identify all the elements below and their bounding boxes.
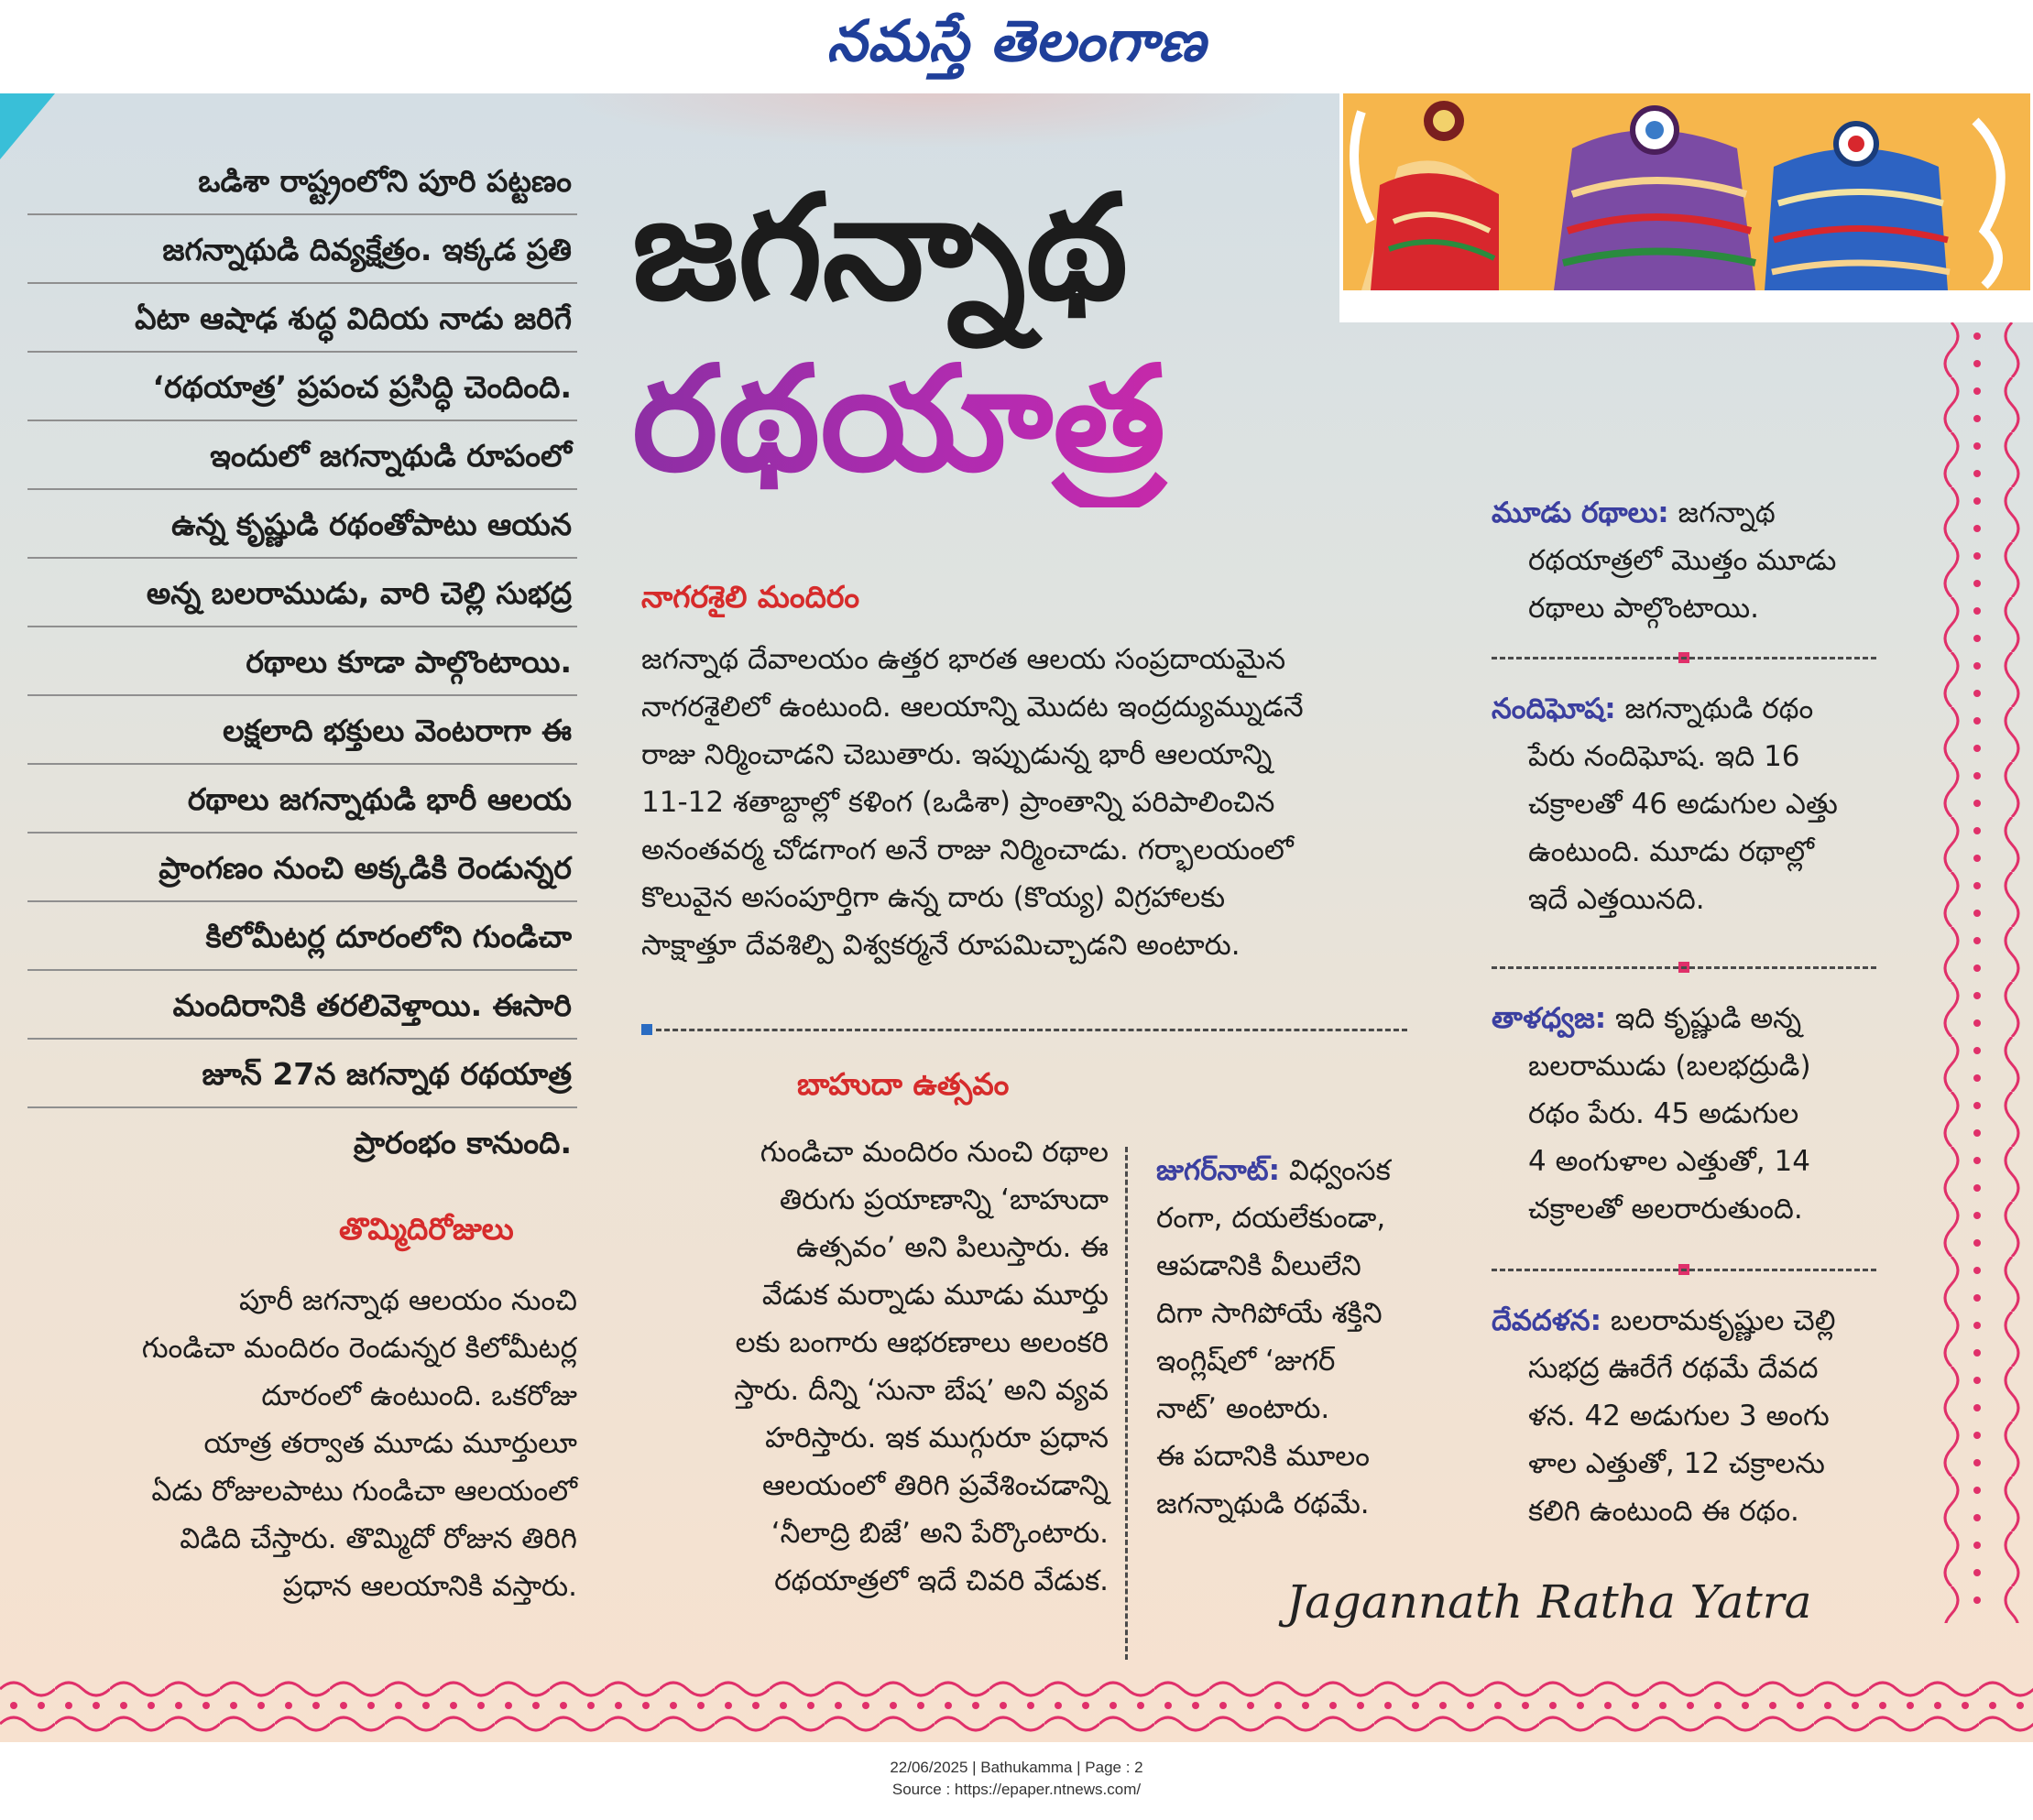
body-line: లకు బంగారు ఆభరణాలు అలంకరి (735, 1326, 1109, 1359)
section-heading-nine-days: తొమ్మిదిరోజులు (339, 1211, 514, 1247)
lead-line: జగన్నాథుడి దివ్యక్షేత్రం. ఇక్కడ ప్రతి (27, 215, 577, 284)
lead-line: ప్రాంగణం నుంచి అక్కడికి రెండున్నర (27, 834, 577, 902)
body-line: కొలువైన అసంపూర్తిగా ఉన్న దారు (కొయ్య) విగ్రహాలకు (641, 881, 1226, 914)
section-body-juggernaut (1156, 1147, 1468, 1528)
body-text: బలరామకృష్ణుల చెల్లి (1601, 1304, 1836, 1337)
deity-image (1343, 93, 2030, 290)
masthead (0, 0, 2033, 92)
body-line: బలరాముడు (బలభద్రుడి) (1528, 1050, 1811, 1083)
section-divider (1492, 1269, 1876, 1271)
bottom-ribbon-border (0, 1667, 2033, 1740)
body-line: విడిది చేస్తారు. తొమ్మిదో రోజున తిరిగి (180, 1522, 577, 1555)
headline-line-2: రథయాత్ర (632, 333, 1457, 507)
deity-illustration (1339, 93, 2033, 322)
signature-caption: Jagannath Ratha Yatra (1286, 1575, 1812, 1629)
body-line: ళన. 42 అడుగుల 3 అంగు (1528, 1400, 1830, 1433)
body-line: స్తారు. దీన్ని ‘సునా బేష’ అని వ్యవ (734, 1374, 1109, 1407)
body-line: రంగా, దయలేకుండా, (1156, 1202, 1386, 1235)
body-line: ఉంటుంది. మూడు రథాల్లో (1528, 835, 1814, 868)
section-heading-nagarashaili: నాగరశైలి మందిరం (641, 579, 860, 615)
body-line: ళాల ఎత్తుతో, 12 చక్రాలను (1528, 1447, 1825, 1480)
body-line: 4 అంగుళాల ఎత్తుతో, 14 (1528, 1145, 1810, 1178)
lead-line: రథాలు కూడా పాల్గొంటాయి. (27, 627, 577, 696)
lead-line: ప్రారంభం కానుంది. (353, 1125, 572, 1161)
section-divider (656, 1029, 1407, 1031)
body-line: అనంతవర్మ చోడగాంగ అనే రాజు నిర్మించాడు. గర్భాలయంలో (641, 834, 1294, 866)
body-line: యాత్ర తర్వాత మూడు మూర్తులూ (203, 1427, 577, 1460)
body-text: విధ్వంసక (1280, 1154, 1391, 1187)
chariot-entry-three-chariots (1492, 489, 1904, 632)
body-line: 11-12 శతాబ్దాల్లో కళింగ (ఒడిశా) ప్రాంతాన్ని పరిపాలించిన (641, 786, 1275, 819)
section-heading-bahuda: బాహుదా ఉత్సవం (797, 1066, 1010, 1102)
body-line: సుభద్ర ఊరేగే రథమే దేవద (1528, 1352, 1819, 1385)
body-line (1492, 685, 1904, 733)
body-line: జగన్నాథుడి రథమే. (1156, 1488, 1370, 1520)
body-line: నాగరశైలిలో ఉంటుంది. ఆలయాన్ని మొదట ఇంద్రద్యుమ్నుడనే (641, 691, 1304, 724)
lead-line: అన్న బలరాముడు, వారి చెల్లి సుభద్ర (27, 559, 577, 627)
divider-marker (641, 1024, 652, 1035)
temple-backdrop-fade (559, 93, 1310, 148)
body-line: గుండిచా మందిరం రెండున్నర కిలోమీటర్ల (141, 1332, 577, 1365)
footer-edition-line: 22/06/2025 | Bathukamma | Page : 2 (890, 1759, 1143, 1776)
keyword-devadalana: దేవదళన: (1492, 1304, 1601, 1337)
side-ribbon-border (1940, 322, 2023, 1623)
article-panel (0, 93, 2033, 1742)
body-line: ప్రధాన ఆలయానికి వస్తారు. (282, 1570, 577, 1603)
section-divider (1492, 966, 1876, 969)
body-line: ఈ పదానికి మూలం (1156, 1440, 1370, 1473)
body-line: ఇంగ్లిష్‌లో ‘జుగర్ (1156, 1345, 1336, 1378)
body-line: చక్రాలతో అలరారుతుంది. (1528, 1193, 1803, 1226)
body-line (1156, 1147, 1468, 1194)
lead-line: ‘రథయాత్ర’ ప్రపంచ ప్రసిద్ధి చెందింది. (27, 353, 577, 421)
lead-line: ఒడిశా రాష్ట్రంలోని పూరి పట్టణం (27, 147, 577, 215)
body-line (1492, 995, 1904, 1042)
body-line: పూరీ జగన్నాథ ఆలయం నుంచి (239, 1284, 577, 1317)
body-line: రథం పేరు. 45 అడుగుల (1528, 1097, 1799, 1130)
keyword-three-chariots: మూడు రథాలు: (1492, 496, 1669, 529)
page-footer (0, 1757, 2033, 1801)
body-line: దిగా సాగిపోయే శక్తిని (1156, 1297, 1383, 1330)
keyword-juggernaut: జుగర్‌నాట్: (1156, 1154, 1281, 1187)
body-line: ఆలయంలో తిరిగి ప్రవేశించడాన్ని (761, 1469, 1109, 1502)
body-line: రథయాత్రలో ఇదే చివరి వేడుక. (774, 1564, 1109, 1597)
lead-line: ఉన్న కృష్ణుడి రథంతోపాటు ఆయన (27, 490, 577, 559)
section-divider (1492, 657, 1876, 659)
chariot-entry-nandighosha (1492, 685, 1904, 923)
chariot-entry-taladhwaja (1492, 995, 1904, 1233)
body-line (1492, 1297, 1904, 1345)
body-line: తిరుగు ప్రయాణాన్ని ‘బాహుదా (779, 1183, 1109, 1216)
body-line: నాట్’ అంటారు. (1156, 1392, 1330, 1425)
body-text: జగన్నాథ (1668, 496, 1776, 529)
body-line: దూరంలో ఉంటుంది. ఒకరోజు (261, 1379, 577, 1412)
section-body-bahuda (632, 1128, 1109, 1605)
chariot-entry-devadalana (1492, 1297, 1904, 1535)
lead-line: ఏటా ఆషాఢ శుద్ధ విదియ నాడు జరిగే (27, 284, 577, 353)
body-line: ఆపడానికి వీలులేని (1156, 1249, 1361, 1282)
lead-line: ఇందులో జగన్నాథుడి రూపంలో (27, 421, 577, 490)
body-line: సాక్షాత్తూ దేవశిల్పి విశ్వకర్మనే రూపమిచ్చాడని అంటారు. (641, 929, 1241, 962)
body-line: రథాలు పాల్గొంటాయి. (1528, 592, 1759, 625)
keyword-nandighosha: నందిఘోష: (1492, 692, 1616, 725)
lead-line: జూన్ 27న జగన్నాథ రథయాత్ర (27, 1040, 577, 1108)
masthead-logo-text: నమస్తే తెలంగాణ (826, 7, 1207, 74)
body-line: కలిగి ఉంటుంది ఈ రథం. (1528, 1495, 1799, 1528)
body-text: జగన్నాథుడి రథం (1615, 692, 1814, 725)
body-line: జగన్నాథ దేవాలయం ఉత్తర భారత ఆలయ సంప్రదాయమైన (641, 643, 1286, 676)
body-line: ‘నీలాద్రి బిజే’ అని పేర్కొంటారు. (771, 1517, 1109, 1550)
body-text: ఇది కృష్ణుడి అన్న (1606, 1002, 1802, 1035)
lead-paragraph (27, 147, 577, 1177)
section-body-nagarashaili (641, 636, 1411, 969)
body-line: ఇదే ఎత్తయినది. (1528, 883, 1705, 916)
body-line: రథయాత్రలో మొత్తం మూడు (1528, 544, 1837, 577)
body-line: చక్రాలతో 46 అడుగుల ఎత్తు (1528, 788, 1838, 821)
lead-line: మందిరానికి తరలివెళ్తాయి. ఈసారి (27, 971, 577, 1040)
body-line: పేరు నందిఘోష. ఇది 16 (1528, 740, 1800, 773)
lead-line: లక్షలాది భక్తులు వెంటరాగా ఈ (27, 696, 577, 765)
body-line: హరిస్తారు. ఇక ముగ్గురూ ప్రధాన (765, 1422, 1109, 1455)
footer-source-line: Source : https://epaper.ntnews.com/ (891, 1781, 1142, 1798)
column-divider (1125, 1147, 1128, 1660)
body-line: గుండిచా మందిరం నుంచి రథాల (760, 1136, 1109, 1169)
body-line: ఉత్సవం’ అని పిలుస్తారు. ఈ (795, 1231, 1109, 1264)
lead-line: రథాలు జగన్నాథుడి భారీ ఆలయ (27, 765, 577, 834)
section-body-nine-days (37, 1277, 577, 1610)
keyword-taladhwaja: తాళధ్వజ: (1492, 1002, 1607, 1035)
headline-line-1: జగన్నాథ (632, 164, 1129, 332)
body-line: ఏడు రోజులపాటు గుండిచా ఆలయంలో (151, 1475, 577, 1508)
body-line: రాజు నిర్మించాడని చెబుతారు. ఇప్పుడున్న భారీ ఆలయాన్ని (641, 738, 1273, 771)
body-line: వేడుక మర్నాడు మూడు మూర్తు (761, 1279, 1109, 1312)
body-line (1492, 489, 1904, 537)
lead-line: కిలోమీటర్ల దూరంలోని గుండిచా (27, 902, 577, 971)
